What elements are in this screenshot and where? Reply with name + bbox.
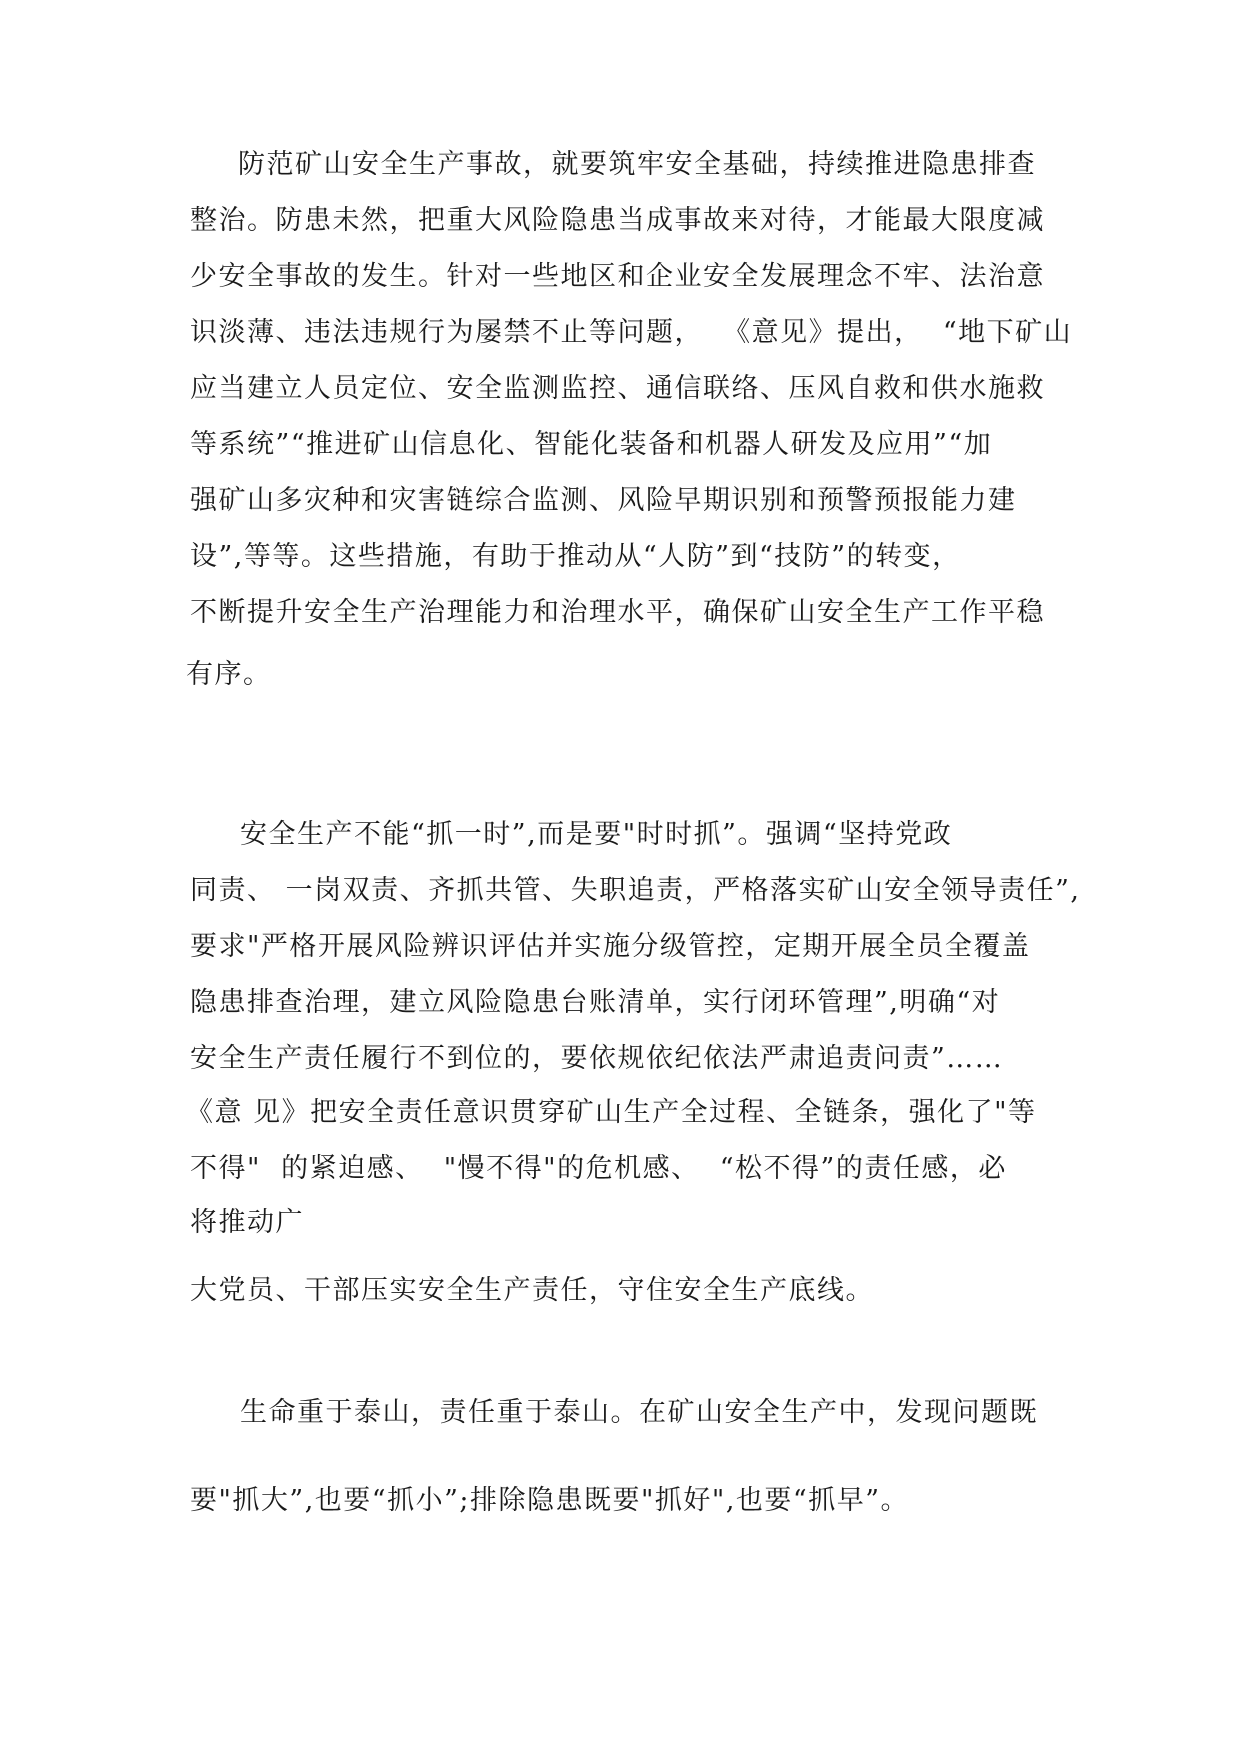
paragraph-1-line-2: 整治。防患未然，把重大风险隐患当成事故来对待，才能最大限度减 (190, 205, 1045, 236)
paragraph-1-line-5: 应当建立人员定位、安全监测监控、通信联络、压风自救和供水施救 (190, 373, 1045, 404)
paragraph-2-line-7: 不得" 的紧迫感、 "慢不得"的危机感、 “松不得”的责任感，必 (190, 1153, 1007, 1184)
paragraph-1-line-9: 不断提升安全生产治理能力和治理水平，确保矿山安全生产工作平稳 (190, 597, 1045, 628)
paragraph-2-line-6: 《意 见》把安全责任意识贯穿矿山生产全过程、全链条，强化了"等 (186, 1097, 1037, 1128)
paragraph-2-line-4: 隐患排查治理，建立风险隐患台账清单，实行闭环管理”,明确“对 (190, 987, 1001, 1018)
paragraph-1-line-1: 防范矿山安全生产事故，就要筑牢安全基础，持续推进隐患排查 (238, 149, 1036, 180)
paragraph-2-line-1: 安全生产不能“抓一时”,而是要"时时抓”。强调“坚持党政 (240, 819, 953, 850)
paragraph-2-line-3: 要求"严格开展风险辨识评估并实施分级管控，定期开展全员全覆盖 (190, 931, 1031, 962)
paragraph-1-line-7: 强矿山多灾种和灾害链综合监测、风险早期识别和预警预报能力建 (190, 485, 1017, 516)
paragraph-2-line-2: 同责、 一岗双责、齐抓共管、失职追责，严格落实矿山安全领导责任”, (190, 875, 1081, 906)
paragraph-3-line-2: 要"抓大”,也要“抓小”;排除隐患既要"抓好",也要“抓早”。 (190, 1485, 910, 1516)
paragraph-2-line-8: 将推动广 (190, 1207, 304, 1238)
paragraph-2-line-5: 安全生产责任履行不到位的，要依规依纪依法严肃追责问责”…… (190, 1043, 1004, 1074)
paragraph-1-line-3: 少安全事故的发生。针对一些地区和企业安全发展理念不牢、法治意 (190, 261, 1045, 292)
paragraph-1-line-8: 设”,等等。这些措施，有助于推动从“人防”到“技防”的转变， (190, 541, 961, 572)
paragraph-3-line-1: 生命重于泰山，责任重于泰山。在矿山安全生产中，发现问题既 (240, 1397, 1038, 1428)
paragraph-1-line-6: 等系统”“推进矿山信息化、智能化装备和机器人研发及应用”“加 (190, 429, 993, 460)
paragraph-2-line-9: 大党员、干部压实安全生产责任，守住安全生产底线。 (190, 1275, 874, 1306)
paragraph-1-line-10: 有序。 (186, 659, 272, 690)
paragraph-1-line-4: 识淡薄、违法违规行为屡禁不止等问题， 《意见》提出， “地下矿山 (190, 317, 1073, 348)
